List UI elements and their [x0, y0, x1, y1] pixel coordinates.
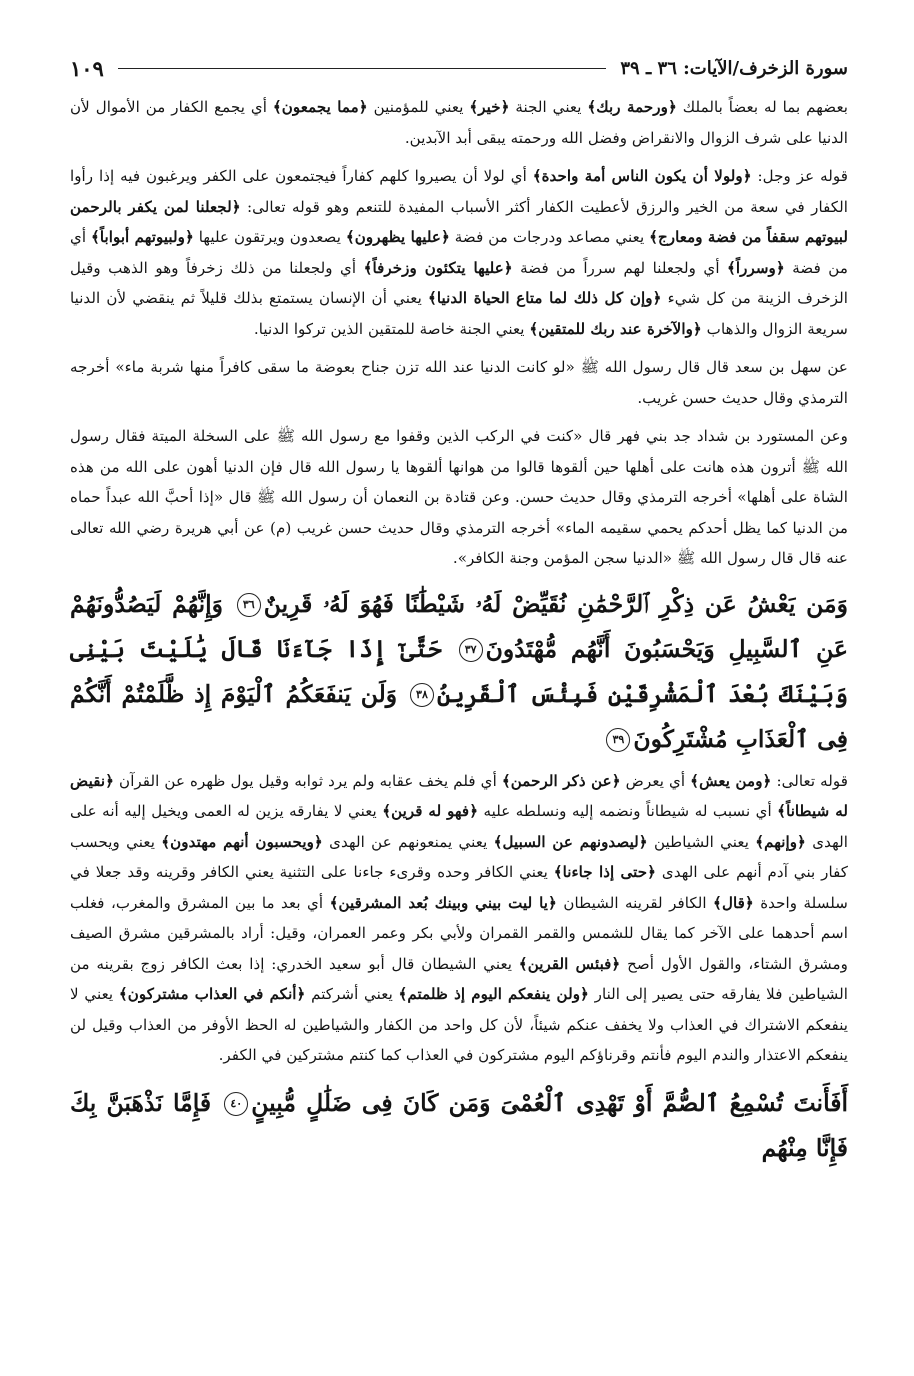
quran-quote: ﴿عليها يظهرون﴾	[345, 228, 450, 246]
page-body	[70, 92, 848, 1171]
quran-quote: ﴿مما يجمعون﴾	[272, 98, 368, 116]
text-span: أي ولجعلنا من ذلك زخرفاً وهو الذهب وقيل الزخرف الزينة من كل شيء	[70, 258, 849, 307]
text-span: بعضهم بما له بعضاً بالملك	[676, 98, 849, 116]
quran-quote: ﴿فهو له قرين﴾	[382, 802, 479, 820]
quran-quote: ﴿نقيض له شيطاناً﴾	[70, 771, 848, 820]
text-span: يصعدون ويرتقون عليها	[193, 228, 346, 246]
quran-quote: ﴿وإنهم﴾	[755, 832, 806, 851]
ayah-number-marker: ٤٠	[224, 1092, 248, 1116]
quran-quote: ﴿عليها يتكئون وزخرفاً﴾	[363, 258, 513, 277]
paragraph-2	[70, 161, 848, 344]
text-span: يعني ويحسب كفار بني آدم أنهم على الهدى	[70, 832, 848, 881]
quran-quote: ﴿ولولا أن يكون الناس أمة واحدة﴾	[532, 167, 752, 185]
quran-quote: ﴿ليصدونهم عن السبيل﴾	[493, 832, 648, 851]
text-span: الكافر لقرينه الشيطان	[556, 893, 714, 912]
text-span: يعني الجنة خاصة للمتقين الذين تركوا الدنيا.	[253, 319, 530, 338]
paragraph-4	[70, 421, 848, 574]
quran-verses-36-39	[70, 582, 848, 762]
ayah-number-marker: ٣٦	[237, 593, 261, 617]
text-span: قوله تعالى:	[771, 771, 848, 790]
verse-text: أَفَأَنتَ تُسْمِعُ ٱلصُّمَّ أَوْ تَهْدِى ٱلْعُمْىَ وَمَن كَانَ فِى ضَلَٰلٍ مُّبِينٍ	[251, 1088, 848, 1117]
text-span: يعني للمؤمنين	[367, 98, 470, 116]
hadith-text: عن سهل بن سعد قال قال رسول الله ﷺ «لو كانت الدنيا عند الله تزن جناح بعوضة ما سقى كافراً منها شربة ماء» أخرجه الترمذي وقال حديث حسن غريب.	[70, 358, 848, 407]
verse-text: فَإِمَّا نَذْهَبَنَّ بِكَ فَإِنَّا مِنْهُم	[70, 1088, 848, 1162]
quran-quote: ﴿فبئس القرين﴾	[518, 954, 621, 973]
quran-quote: ﴿ولن ينفعكم اليوم إذ ظلمتم﴾	[398, 985, 589, 1003]
ayah-number-marker: ٣٩	[606, 728, 630, 752]
text-span: أي من فضة	[70, 228, 848, 277]
quran-quote: ﴿وإن كل ذلك لما متاع الحياة الدنيا﴾	[428, 289, 662, 307]
quran-quote: ﴿أنكم في العذاب مشتركون﴾	[118, 985, 306, 1003]
quran-quote: ﴿ومن يعش﴾	[690, 771, 772, 790]
text-span: يعني يمنعونهم عن الهدى	[322, 832, 494, 851]
text-span: قوله عز وجل:	[751, 167, 848, 185]
verse-text: وَإِنَّهُمْ لَيَصُدُّونَهُمْ عَنِ ٱلسَّبِيلِ وَيَحْسَبُونَ أَنَّهُم مُّهْتَدُونَ	[70, 589, 849, 663]
verse-text: وَلَن يَنفَعَكُمُ ٱلْيَوْمَ إِذ ظَّلَمْتُمْ أَنَّكُمْ فِى ٱلْعَذَابِ مُشْتَرِكُونَ	[70, 679, 848, 753]
text-span: يعني مصاعد ودرجات من فضة	[449, 228, 650, 246]
verse-text: حَتَّىٰٓ إِذَا جَآءَنَا قَالَ يَٰلَيْتَ بَيْنِى وَبَيْنَكَ بُعْدَ ٱلْمَشْرِقَيْنِ فَبِئْسَ ٱلْقَرِينُ	[70, 634, 848, 708]
quran-quote: ﴿والآخرة عند ربك للمتقين﴾	[529, 319, 702, 338]
quran-quote: ﴿خير﴾	[469, 98, 510, 116]
text-span: يعني الشيطان قال أبو سعيد الخدري: إذا بعث الكافر زوج بقرينه من الشياطين فلا يفارقه حتى يصير إلى النار	[70, 954, 848, 1003]
quran-verses-40-41	[70, 1081, 848, 1171]
paragraph-1	[70, 92, 848, 153]
text-span: أي ولجعلنا لهم سرراً من فضة	[512, 258, 727, 277]
surah-title: سورة الزخرف/الآيات: ٣٦ ـ ٣٩	[620, 57, 848, 79]
text-span: يعني لا يفارقه يزين له العمى ويخيل إليه أنه على الهدى	[70, 802, 848, 851]
ayah-number-marker: ٣٧	[459, 638, 483, 662]
quran-quote: ﴿ويحسبون أنهم مهتدون﴾	[161, 832, 323, 851]
text-span: يعني أشركتم	[305, 985, 399, 1003]
verse-text: وَمَن يَعْشُ عَن ذِكْرِ ٱلرَّحْمَٰنِ نُقَيِّضْ لَهُۥ شَيْطَٰنًا فَهُوَ لَهُۥ قَرِينٌ	[263, 589, 848, 618]
text-span: يعني الشياطين	[647, 832, 756, 851]
text-span: يعني أن الإنسان يستمتع بذلك قليلاً ثم ينقضي لأن الدنيا سريعة الزوال والذهاب	[70, 289, 848, 338]
text-span: أي فلم يخف عقابه ولم يرد ثوابه وقيل يول ظهره عن القرآن	[114, 771, 502, 790]
quran-quote: ﴿عن ذكر الرحمن﴾	[501, 771, 621, 790]
quran-quote: ﴿لجعلنا لمن يكفر بالرحمن لبيوتهم سقفاً من فضة ومعارج﴾	[70, 197, 848, 246]
text-span: يعني لا ينفعكم الاشتراك في العذاب ولا يخفف عنكم شيئاً، لأن كل واحد من الكفار والشياطين له الحظ الأوفر من العذاب وقيل لن ينفعكم الاعتذار والندم اليوم فأنتم وقرناؤكم اليوم مشتركون في العذاب كما كنتم مشتركين في الكفر.	[70, 985, 848, 1064]
running-header	[70, 48, 848, 88]
paragraph-3	[70, 352, 848, 413]
text-span: أي يعرض	[620, 771, 691, 790]
quran-quote: ﴿يا ليت بيني وبينك بُعد المشرقين﴾	[329, 893, 557, 912]
page-number: ١٠٩	[70, 55, 104, 81]
text-span: يعني الجنة	[509, 98, 588, 116]
paragraph-5	[70, 766, 848, 1071]
text-span: أي لولا أن يصيروا كلهم كفاراً فيجتمعون على الكفر ويرغبون فيه إذا رأوا الكفار في سعة من الخير والرزق لأعطيت الكفار أكثر الأسباب المفيدة للتنعم وهو قوله تعالى:	[70, 167, 848, 216]
text-span: يعني الكافر وحده وقرىء جاءنا على التثنية يعني الكافر وقرينه وقد جعلا في سلسلة واحدة	[70, 863, 849, 912]
quran-quote: ﴿حتى إذا جاءنا﴾	[553, 863, 657, 881]
quran-quote: ﴿ولبيوتهم أبواباً﴾	[91, 228, 194, 246]
text-span: أي نسبب له شيطاناً ونضمه إليه ونسلطه عليه	[478, 802, 778, 820]
quran-quote: ﴿قال﴾	[713, 893, 754, 912]
quran-quote: ﴿وسرراً﴾	[727, 258, 785, 277]
text-span: أي بعد ما بين المشرق والمغرب، فغلب اسم أحدهما على الآخر كما يقال للشمس والقمر القمران ولأبي بكر وعمر العمران، وقيل: أراد بالمشرقين مشرق الصيف ومشرق الشتاء، والقول الأول أصح	[70, 893, 848, 973]
ayah-number-marker: ٣٨	[410, 683, 434, 707]
page	[70, 48, 848, 1175]
header-rule	[118, 68, 607, 69]
hadith-text: وعن المستورد بن شداد جد بني فهر قال «كنت في الركب الذين وقفوا مع رسول الله ﷺ على السخلة الميتة فقال رسول الله ﷺ أترون هذه هانت على أهلها حين ألقوها قالوا من هوانها ألقوها يا رسول الله قال فإن الدنيا أهون على الله من هذه الشاة على أهلها» أخرجه الترمذي وقال حديث حسن. وعن قتادة بن النعمان أن رسول الله ﷺ قال «إذا أحبَّ الله عبداً حماه من الدنيا كما يظل أحدكم يحمي سقيمه الماء» أخرجه الترمذي وقال حديث حسن غريب (م) عن أبي هريرة رضي الله تعالى عنه قال قال رسول الله ﷺ «الدنيا سجن المؤمن وجنة الكافر».	[70, 427, 848, 567]
text-span: أي يجمع الكفار من الأموال لأن الدنيا على شرف الزوال والانقراض وفضل الله ورحمته يبقى أبد الآبدين.	[70, 98, 848, 147]
quran-quote: ﴿ورحمة ربك﴾	[587, 98, 677, 116]
